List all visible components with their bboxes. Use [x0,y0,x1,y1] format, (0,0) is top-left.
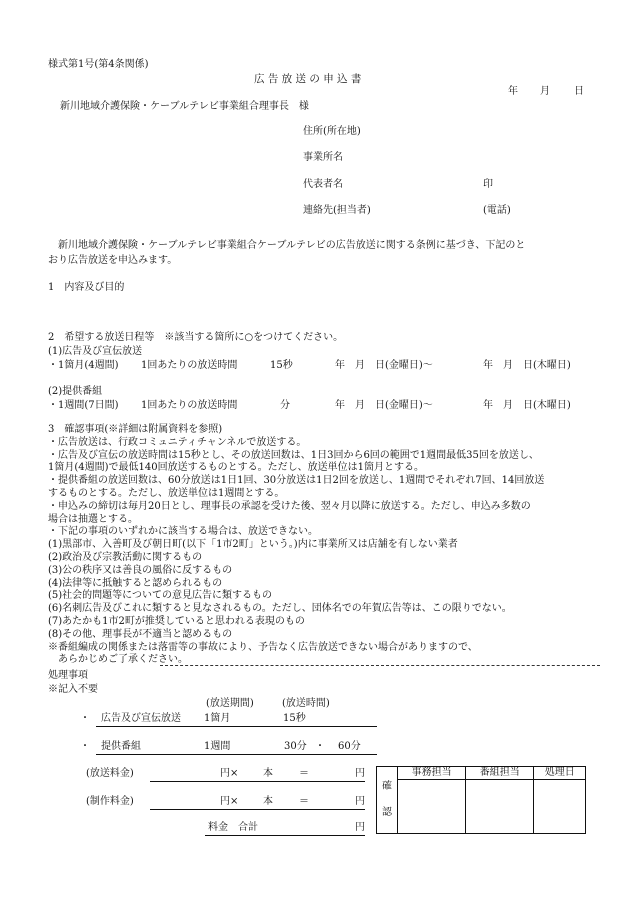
ad-broadcast-subheading: (1)広告及び宣伝放送 [48,346,143,357]
address-label: 住所(所在地) [303,126,361,137]
confirm-line: 1箇月(4週間)で最低140回放送するものとする。ただし、放送単位は1箇月とする。 [48,462,424,474]
date-year: 年 [508,86,518,97]
broadcast-fee-label: (放送料金) [86,768,134,779]
broadcast-fee-eq: ＝ [299,768,309,779]
processing-heading: 処理事項 [48,670,88,681]
broadcast-fee-yen-times: 円× [220,768,239,779]
program-bullet: ・ [80,741,90,752]
program-period-option: ・1週間(7日間) [48,400,119,411]
intro-line-2: おり広告放送を申込みます。 [48,255,178,266]
intro-line-1: 新川地域介護保険・ケーブルテレビ事業組合ケーブルテレビの広告放送に関する条例に基づき、下記のと [48,240,526,251]
broadcast-fee-yen: 円 [355,768,365,779]
broadcast-fee-hon: 本 [263,768,273,779]
program-period: 1週間 [204,741,231,752]
program-time-value: 分 [280,400,290,411]
confirm-line: (2)政治及び宗教活動に関するもの [48,551,203,563]
date-day: 日 [574,86,584,97]
production-fee-yen: 円 [355,796,365,807]
contact-label: 連絡先(担当者) [303,205,371,216]
program-underline [96,754,377,755]
program-time-30: 30分 [284,741,307,752]
production-fee-underline [150,809,365,810]
production-fee-eq: ＝ [299,796,309,807]
confirm-line: (3)公の秩序又は善良の風俗に反するもの [48,564,233,576]
production-fee-yen-times: 円× [220,796,239,807]
total-fee-yen: 円 [355,822,365,833]
ad-period-option: ・1箇月(4週間) [48,360,119,371]
col-period-header: (放送期間) [206,698,254,709]
confirm-line: 場合は抽選とする。 [48,513,138,525]
program-end-date: 年 月 日(木曜日) [483,400,571,411]
confirm-line: (6)名刺広告及びこれに類すると見なされるもの。ただし、団体名での年賀広告等は、この限りでない。 [48,603,512,615]
ad-time-label: 1回あたりの放送時間 [141,360,238,371]
section-2-heading: 2 希望する放送日程等 ※該当する箇所に○をつけてください。 [48,332,344,343]
section-1-heading: 1 内容及び目的 [48,282,125,293]
ad-end-date: 年 月 日(木曜日) [483,360,571,371]
ad-start-date: 年 月 日(金曜日)～ [335,360,433,371]
office-label: 事業所名 [303,152,343,163]
confirm-line: (5)社会的問題等についての意見広告に類するもの [48,590,272,602]
program-subheading: (2)提供番組 [48,386,103,397]
confirm-line: あらかじめご了承ください。 [48,654,188,666]
production-fee-hon: 本 [263,796,273,807]
confirmation-table [376,766,586,834]
confirm-side-char-1: 確 [382,781,392,792]
confirm-line: ・広告放送は、行政コミュニティチャンネルで放送する。 [48,436,307,448]
confirm-side-char-2: 認 [382,807,392,818]
program-time-dot: ・ [315,741,325,752]
ad-time: 15秒 [283,713,306,724]
ad-period: 1箇月 [204,713,231,724]
seal-mark: 印 [483,179,493,190]
process-date-cell[interactable] [534,780,586,834]
header-program: 番組担当 [466,767,534,780]
ad-bullet: ・ [80,713,90,724]
confirm-line: ※番組編成の関係または落雷等の事故により、予告なく広告放送できない場合がありますので、 [48,641,478,653]
program-time-label: 1回あたりの放送時間 [141,400,238,411]
confirmation-items [48,424,544,667]
total-fee-underline [205,835,365,836]
confirm-line: ・広告及び宣伝の放送時間は15秒とし、その放送回数は、1日3回から6回の範囲で1週間最低35回を放送し、 [48,449,539,461]
clerk-stamp-cell[interactable] [398,780,466,834]
processing-note: ※記入不要 [48,684,98,695]
confirm-line: (7)あたかも1市2町が推奨していると思われる表現のもの [48,615,305,627]
confirm-line: ・下記の事項のいずれかに該当する場合は、放送できない。 [48,526,318,538]
addressee: 新川地域介護保険・ケーブルテレビ事業組合理事長 様 [60,101,309,112]
phone-label: (電話) [483,205,511,216]
confirm-line: ・申込みの締切は毎月20日とし、理事長の承認を受けた後、翌々月以降に放送する。ただし、申込み多数の [48,500,531,512]
confirm-line: 3 確認事項(※詳細は附属資料を参照) [48,424,223,435]
page-title: 広 告 放 送 の 申 込 書 [254,73,362,85]
confirm-line: するものとする。ただし、放送単位は1週間とする。 [48,487,285,499]
header-clerk: 事務担当 [398,767,466,780]
date-month: 月 [540,86,550,97]
form-number: 様式第1号(第4条関係) [48,59,149,70]
dashed-separator [160,665,600,666]
program-label: 提供番組 [101,741,141,752]
program-stamp-cell[interactable] [466,780,534,834]
total-fee-label: 料金 合計 [208,822,258,833]
header-process-date: 処理日 [534,767,586,780]
program-time-60: 60分 [338,741,361,752]
confirm-line: (4)法律等に抵触すると認められるもの [48,577,223,589]
broadcast-fee-underline [150,781,365,782]
confirm-side-label [377,767,398,834]
representative-label: 代表者名 [303,179,343,190]
confirm-line: (8)その他、理事長が不適当と認めるもの [48,628,233,640]
col-time-header: (放送時間) [282,698,330,709]
ad-time-value: 15秒 [270,360,293,371]
confirm-line: ・提供番組の放送回数は、60分放送は1日1回、30分放送は1日2回を放送し、1週間でそれぞれ7回、14回放送 [48,475,545,487]
program-start-date: 年 月 日(金曜日)～ [335,400,433,411]
ad-underline [96,726,377,727]
production-fee-label: (制作料金) [86,796,134,807]
confirm-line: (1)黒部市、入善町及び朝日町(以下「1市2町」という。)内に事業所又は店舗を有しない業者 [48,539,458,551]
ad-label: 広告及び宣伝放送 [101,713,181,724]
